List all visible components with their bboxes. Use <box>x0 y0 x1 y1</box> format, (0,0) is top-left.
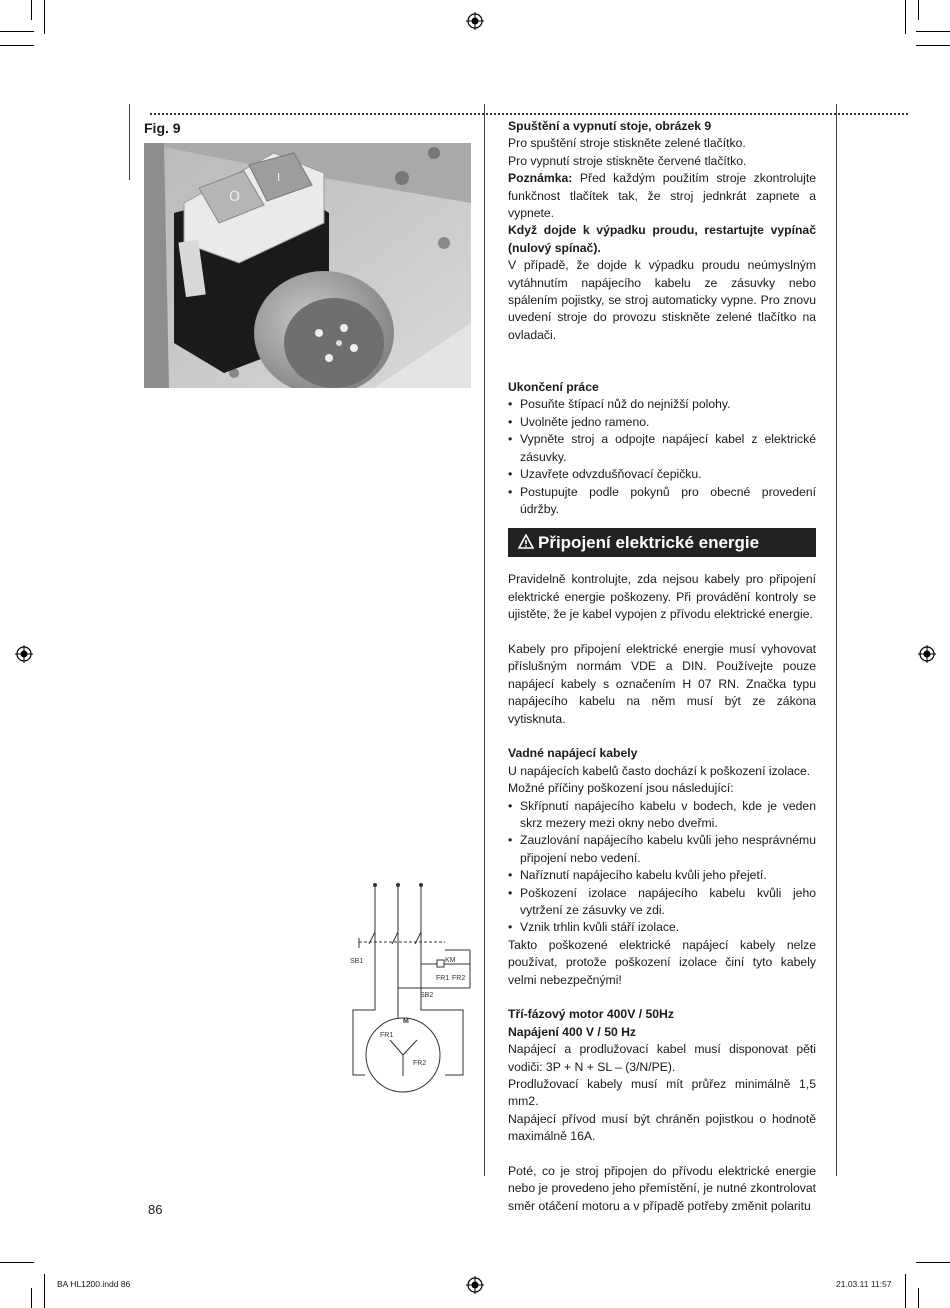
label-fr2: FR2 <box>452 975 466 982</box>
registration-mark-icon <box>466 12 484 30</box>
power-fail-heading: Když dojde k výpadku proudu, restartujte vypínač (nulový spínač). <box>508 223 816 255</box>
off-button-mark: O <box>229 189 241 205</box>
faulty-cables-list <box>508 798 816 937</box>
list-item: • Postupujte podle pokynů pro obecné provedení údržby. <box>508 484 816 519</box>
electric-para-2: Kabely pro připojení elektrické energie musí vyhovovat příslušným normám VDE a DIN. Používejte pouze napájecí kabely s označením H 07 RN. Značka typu napájecího kabelu na něm musí být ze zákona vytisknuta. <box>508 641 816 726</box>
registration-mark-icon <box>15 645 33 663</box>
crop-mark <box>905 0 906 34</box>
list-item: • Zauzlování napájecího kabelu kvůli jeho nesprávnému připojení nebo vedení. <box>508 832 816 867</box>
list-item: • Uvolněte jedno rameno. <box>508 414 816 431</box>
crop-mark <box>916 45 950 46</box>
crop-mark <box>0 31 34 32</box>
registration-mark-icon <box>918 645 936 663</box>
faulty-cables-heading: Vadné napájecí kabely <box>508 746 638 761</box>
crop-mark <box>44 0 45 34</box>
note-label: Poznámka: <box>508 171 573 186</box>
list-item: • Posuňte štípací nůž do nejnižší polohy. <box>508 396 816 413</box>
faulty-intro-1: U napájecích kabelů často dochází k poškození izolace. <box>508 763 811 778</box>
start-stop-heading: Spuštění a vypnutí stoje, obrázek 9 <box>508 119 712 133</box>
motor-para-1: Napájecí a prodlužovací kabel musí disponovat pěti vodiči: 3P + N + SL – (3/N/PE). <box>508 1042 816 1074</box>
faulty-outro: Takto poškozené elektrické napájecí kabely nelze používat, protože poškození izolace činí tyto kabely velmi nebezpečnými! <box>508 937 816 987</box>
motor-heading-2: Napájení 400 V / 50 Hz <box>508 1024 637 1039</box>
label-fr1: FR1 <box>436 975 450 982</box>
electric-para-1: Pravidelně kontrolujte, zda nejsou kabely pro připojení elektrické energie poškozeny. Při provádění kontroly se ujistěte, že je kabel vypojen z přívodu elektrické energie. <box>508 572 816 622</box>
column-rule <box>129 104 130 180</box>
on-button-mark: I <box>277 171 281 184</box>
column-rule <box>836 104 837 1176</box>
crop-mark <box>44 1274 45 1308</box>
section-banner <box>508 528 816 557</box>
crop-mark <box>31 0 32 20</box>
end-work-heading: Ukončení práce <box>508 380 599 395</box>
list-item: • Vznik trhlin kvůli stáří izolace. <box>508 919 816 936</box>
list-item: • Vypněte stroj a odpojte napájecí kabel z elektrické zásuvky. <box>508 431 816 466</box>
crop-mark <box>916 1262 950 1263</box>
figure-label: Fig. 9 <box>144 120 181 136</box>
column-rule <box>484 104 485 1176</box>
crop-mark <box>916 31 950 32</box>
start-line: Pro spuštění stroje stiskněte zelené tlačítko. <box>508 136 746 151</box>
crop-mark <box>31 1288 32 1308</box>
label-motor: M <box>403 1018 409 1025</box>
label-km: KM <box>445 957 456 964</box>
list-item: • Skřípnutí napájecího kabelu v bodech, kde je veden skrz mezery mezi okny nebo dveřmi. <box>508 798 816 833</box>
faulty-intro-2: Možné příčiny poškození jsou následující: <box>508 781 734 796</box>
label-fr2-motor: FR2 <box>413 1060 427 1067</box>
crop-mark <box>0 1262 34 1263</box>
motor-para-2: Prodlužovací kabely musí mít průřez minimálně 1,5 mm2. <box>508 1077 816 1109</box>
print-slug-file: BA HL1200.indd 86 <box>57 1279 131 1289</box>
note-text: Před každým použitím stroje zkontrolujte funkčnost tlačítek tak, že stroj jednkrát zapnete a vypnete. <box>508 171 816 221</box>
motor-para-3: Napájecí přívod musí být chráněn pojistkou o hodnotě maximálně 16A. <box>508 1111 816 1144</box>
list-item: • Naříznutí napájecího kabelu kvůli jeho přejetí. <box>508 867 816 884</box>
dotted-divider <box>150 113 908 115</box>
crop-mark <box>918 0 919 20</box>
crop-mark <box>0 45 34 46</box>
label-fr1-motor: FR1 <box>380 1032 394 1039</box>
note-paragraph <box>508 170 816 222</box>
switch-photo <box>144 143 471 388</box>
end-work-list <box>508 396 816 518</box>
page-number: 86 <box>148 1202 163 1217</box>
label-sb1: SB1 <box>350 958 364 965</box>
print-slug-date: 21.03.11 11:57 <box>836 1279 892 1289</box>
banner-title: Připojení elektrické energie <box>538 533 760 553</box>
list-item: • Uzavřete odvzdušňovací čepičku. <box>508 466 816 483</box>
warning-icon <box>518 534 534 550</box>
label-sb2: SB2 <box>420 992 434 999</box>
motor-heading-1: Tří-fázový motor 400V / 50Hz <box>508 1007 674 1022</box>
stop-line: Pro vypnutí stroje stiskněte červené tlačítko. <box>508 153 747 168</box>
crop-mark <box>918 1288 919 1308</box>
registration-mark-icon <box>466 1276 484 1294</box>
crop-mark <box>905 1274 906 1308</box>
circuit-diagram <box>345 880 475 1095</box>
motor-para-4: Poté, co je stroj připojen do přívodu elektrické energie nebo je provedeno jeho přemístění, je nutné zkontrolovat směr otáčení motoru a v případě potřeby změnit polaritu <box>508 1164 816 1213</box>
text-column <box>508 118 816 1215</box>
power-fail-text: V případě, že dojde k výpadku proudu neúmyslným vytáhnutím napájecího kabelu ze zásuvky nebo spálením pojistky, se stroj automaticky vypne. Pro znovu uvedení stroje do provozu stiskněte zelené tlačítko na ovladači. <box>508 258 816 342</box>
list-item: • Poškození izolace napájecího kabelu kvůli jeho vytržení ze zásuvky ve zdi. <box>508 885 816 920</box>
